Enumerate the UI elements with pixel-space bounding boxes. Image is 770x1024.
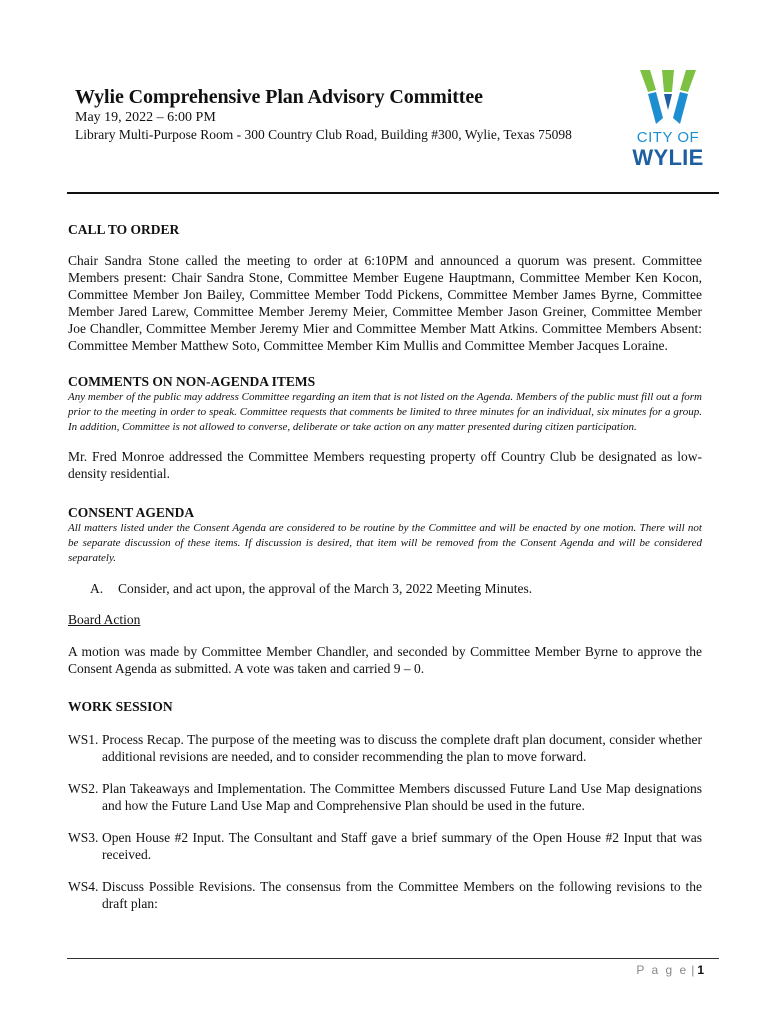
page-separator: | [691, 963, 695, 977]
work-session-number: WS1. [68, 732, 99, 747]
comments-text: Mr. Fred Monroe addressed the Committee Members requesting property off Country Club be designated as low-density residential. [68, 449, 702, 481]
city-of-wylie-logo [628, 70, 708, 170]
call-to-order-section [68, 221, 702, 354]
comments-section [68, 373, 702, 482]
document-title: Wylie Comprehensive Plan Advisory Committee [75, 86, 483, 108]
consent-note: All matters listed under the Consent Agenda are considered to be routine by the Committee and will be enacted by one motion. There will not be separate discussion of these items. If discussion is desired, that item will be removed from the Consent Agenda and will be considered separately. [68, 522, 702, 564]
page-word: P a g e [636, 963, 689, 977]
work-session-text: Open House #2 Input. The Consultant and Staff gave a brief summary of the Open House #2 Input that was received. [102, 830, 702, 862]
motion-text: A motion was made by Committee Member Chandler, and seconded by Committee Member Byrne to approve the Consent Agenda as submitted. A vote was taken and carried 9 – 0. [68, 644, 702, 676]
consent-agenda-section [68, 504, 702, 677]
consent-item-label: A. [90, 581, 104, 596]
meeting-location: Library Multi-Purpose Room - 300 Country Club Road, Building #300, Wylie, Texas 75098 [75, 127, 572, 142]
page-number: 1 [697, 963, 704, 977]
consent-heading: CONSENT AGENDA [68, 505, 195, 520]
board-action-label: Board Action [68, 612, 141, 627]
work-session-item [68, 780, 702, 814]
work-session-item [68, 878, 702, 912]
wylie-w-mark-icon [636, 70, 700, 126]
logo-wylie-text: WYLIE [632, 145, 704, 170]
consent-item-a [68, 580, 702, 597]
work-session-section [68, 698, 702, 912]
call-to-order-heading: CALL TO ORDER [68, 222, 180, 237]
footer-divider [67, 958, 719, 959]
logo-city-of-text: CITY OF [636, 129, 700, 146]
minutes-body [68, 221, 702, 912]
work-session-text: Process Recap. The purpose of the meeting was to discuss the complete draft plan document, consider whether additional revisions are needed, and to consider recommending the plan to move forward. [102, 732, 702, 764]
meeting-date: May 19, 2022 – 6:00 PM [75, 110, 216, 125]
work-session-item [68, 829, 702, 863]
work-session-text: Plan Takeaways and Implementation. The Committee Members discussed Future Land Use Map designations and how the Future Land Use Map and Comprehensive Plan should be used in the future. [102, 781, 702, 813]
consent-item-text: Consider, and act upon, the approval of the March 3, 2022 Meeting Minutes. [118, 581, 533, 596]
work-session-number: WS3. [68, 830, 99, 845]
page-footer [600, 963, 704, 977]
comments-note: Any member of the public may address Committee regarding an item that is not listed on the Agenda. Members of the public must fill out a form prior to the meeting in order to speak. Committee requests that comments be limited to three minutes for an individual, six minutes for a group. In addition, Committee is not allowed to converse, deliberate or take action on any matter presented during citizen participation. [68, 391, 702, 433]
work-session-number: WS2. [68, 781, 99, 796]
work-session-item [68, 731, 702, 765]
header-divider [67, 192, 719, 194]
work-session-heading: WORK SESSION [68, 699, 173, 714]
comments-heading: COMMENTS ON NON-AGENDA ITEMS [68, 374, 316, 389]
work-session-text: Discuss Possible Revisions. The consensus from the Committee Members on the following revisions to the draft plan: [102, 879, 702, 911]
work-session-number: WS4. [68, 879, 99, 894]
call-to-order-text: Chair Sandra Stone called the meeting to order at 6:10PM and announced a quorum was present. Committee Members present: Chair Sandra Stone, Committee Member Eugene Hauptmann, Committee Member Ken Kocon, Committee Member Jon Bailey, Committee Member Todd Pickens, Committee Member James Byrne, Committee Member Jared Larew, Committee Member Jeremy Meier, Committee Member Jason Greiner, Committee Member Joe Chandler, Committee Member Jeremy Mier and Committee Member Matt Atkins. Committee Members Absent: Committee Member Matthew Soto, Committee Member Kim Mullis and Committee Member Jacques Loraine. [68, 253, 702, 353]
